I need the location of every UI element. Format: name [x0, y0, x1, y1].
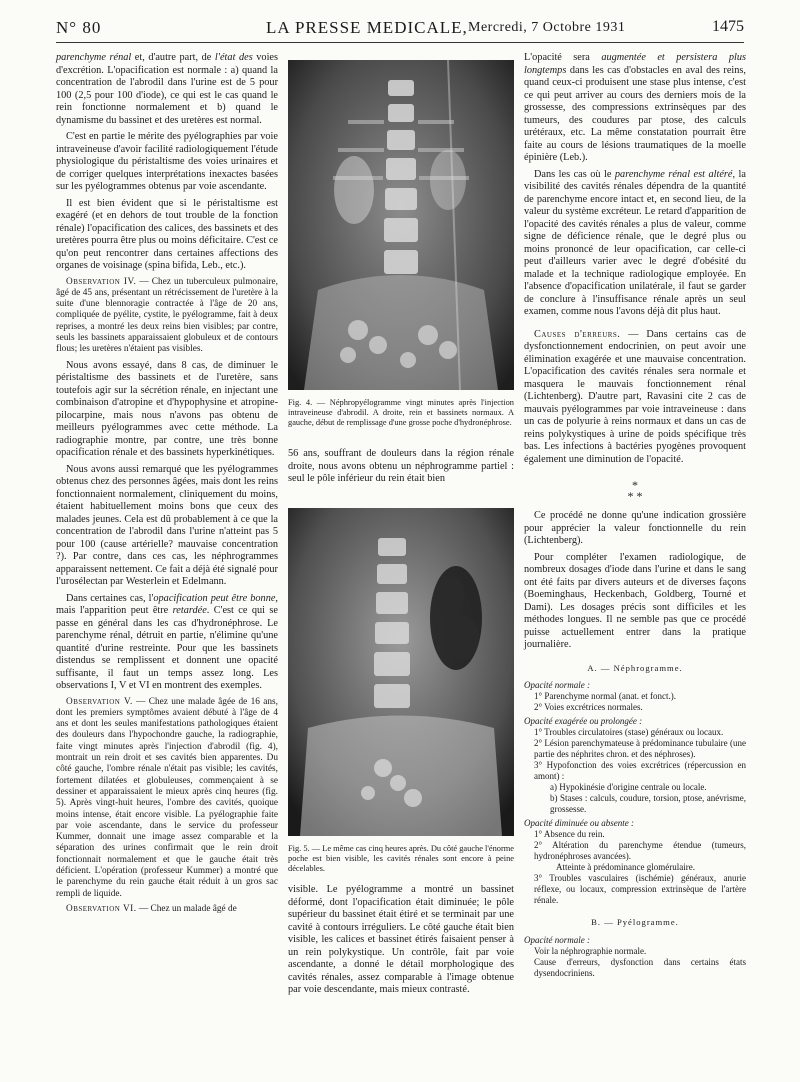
section-a-heading: A. — Néphrogramme. [587, 662, 683, 673]
paragraph: C'est en partie le mérite des pyélographies par voie intraveineuse d'avoir facilité radiologiquement l'étude physiologique du péristaltisme des voies urinaires et de corriger quelques interprétations inexactes basées sur les pyélogrammes obtenus par voie ascendante. [56, 131, 278, 192]
journal-title: LA PRESSE MEDICALE, [266, 18, 468, 37]
paragraph: Nous avons essayé, dans 8 cas, de diminuer le péristaltisme des bassinets et de l'uretère, sans toutefois agir sur la sécrétion rénale, en injectant une combinaison d'atropine et d'hypophysine et atropine-pilocarpine, mais nous n'avons pas obtenu de meilleurs pyélogrammes avec cette méthode. La radiographie montre, par contre, une très bonne opacification rénale et des bassinets hyperkinétiques. [56, 359, 278, 459]
paragraph: Dans certaines cas, l'opacification peut être bonne, mais l'apparition peut être retardée. C'est ce qui se passe en général dans les cas d'hydronéphrose. Le parenchyme rénal, détruit en partie, n'élimine qu'une quantité d'urine restreinte. Pour que les bassinets distendus se remplissent et donnent une opacité suffisante, il faut un temps assez long. Les observations I, V et VI en montrent des exemples. [56, 592, 278, 692]
section-b-heading: B. — Pyélogramme. [591, 917, 679, 927]
list-heading: Opacité diminuée ou absente : [524, 818, 634, 828]
list-item: Atteinte à prédominance glomérulaire. [556, 862, 695, 872]
figure-4-caption: Fig. 4. — Néphropyélogramme vingt minutes après l'injection intraveineuse d'abrodil. A droite, rein et bassinets normaux. A gauche, début de remplissage d'une grosse poche d'hydronéphrose. [288, 398, 514, 427]
paragraph: Nous avons aussi remarqué que les pyélogrammes obtenus chez des personnes âgées, mais dont les reins fonctionnaient normalement, cliniquement du moins, étaient habituellement moins bons que ceux des malades jeunes. Cela est dû probablement à ce que la concentration de l'abrodil dans l'urine n'atteint pas 5 pour 100 (cause artérielle? mauvaise concentration ?). Par contre, dans ces cas, les néphrogrammes apparaissent nettement. Ce fait a déjà été signalé pour l'urosélectan par Westerlein et Edelmann. [56, 463, 278, 588]
left-column [56, 52, 278, 1022]
observation-6: Observation VI. — Chez un malade âgé de [66, 903, 237, 914]
list-item: 1° Absence du rein. [534, 829, 605, 839]
list-item: 2° Voies excrétrices normales. [534, 702, 643, 712]
figure-5-xray [288, 508, 514, 836]
pyelogram-list [524, 935, 746, 979]
issue-date: Mercredi, 7 Octobre 1931 [468, 20, 626, 35]
paragraph: Ce procédé ne donne qu'une indication grossière pour apprécier la valeur fonctionnelle du rein (Lichtenberg). [524, 510, 746, 546]
list-item: 3° Troubles vasculaires (ischémie) généraux, anurie réflexe, ou locaux, compression extrinsèque de l'artère rénale. [534, 873, 746, 905]
observation-5: Observation V. — Chez une malade âgée de 16 ans, dont les premiers symptômes avaient débuté à l'âge de 4 ans et dont les seules manifestations pathologiques étaient des douleurs dans l'hypochondre gauche, la radiographie, faite vingt minutes après l'injection d'abrodil (fig. 4), montrait un rein droit et ses cavités bien apparentes. Du côté gauche, l'ombre rénale n'était pas visible; les cavités, fortement dilatées et globuleuses, commençaient à se dessiner et apparaissaient le mieux après cinq heures (fig. 5). Après vingt-huit heures, l'ombre des cavités, quoique moins intense, était encore visible. La pyélographie faite par voie ascendante, dans le service du professeur Kummer, donnait une image assez comparable et la séparation des urines confirmait que le rein droit fonctionnait normalement et que le gauche était très déficient. L'opération (professeur Kummer) a montré que le parenchyme du rein gauche était réduit à un gros sac rempli de liquide. [56, 696, 278, 899]
middle-text-1: 56 ans, souffrant de douleurs dans la région rénale droite, nous avons obtenu un néphrogramme partiel : seul le pôle inférieur du rein était bien [288, 448, 514, 484]
list-heading: Opacité normale : [524, 680, 590, 690]
figure-4-xray [288, 60, 514, 390]
list-item: a) Hypokinésie d'origine centrale ou locale. [550, 782, 707, 792]
paragraph: parenchyme rénal et, d'autre part, de l'état des voies d'excrétion. L'opacification est normale : a) quand la concentration de l'abrodil dans l'urine est de 5 pour 100 (2,5 pour 100 d'iode), ce qui est le cas quand le rein fonctionne normalement et b) quand le dynamisme du bassinet et des uretères est normal. [56, 52, 279, 126]
list-item: Voir la néphrographie normale. [534, 945, 647, 956]
section-divider: * * * [627, 478, 643, 503]
page-header [56, 14, 744, 43]
paragraph: Il est bien évident que si le péristaltisme est exagéré (et en dehors de tout trouble de la fonction rénale) l'opacification des calices, des bassinets et des uretères pourra être plus ou moins déficitaire. C'est ce qu'on peut rencontrer dans certaines affections des organes de voisinage (spina bifida, Leb., etc.). [56, 197, 278, 271]
nephrogram-list [524, 680, 746, 906]
list-item: 3° Hypofonction des voies excrétrices (répercussion en amont) : [534, 760, 746, 781]
paragraph: Pour compléter l'examen radiologique, de nombreux dosages d'iode dans l'urine et dans le sang ont été faits par divers auteurs et de diverses façons (Boeminghaus, Heckenbach, Goldberg, Tourné et Dami). Les dosages précis sont difficiles et les méthodes longues. Il ne semble pas que ce procédé puisse actuellement entrer dans la pratique journalière. [524, 551, 746, 650]
list-item: 2° Lésion parenchymateuse à prédominance tubulaire (une partie des néphrites chron. et des néphroses). [534, 738, 746, 759]
figure-5-caption: Fig. 5. — Le même cas cinq heures après. Du côté gauche l'énorme poche est bien visible, les cavités rénales sont encore à peine décelables. [288, 844, 514, 873]
right-column [524, 52, 746, 1022]
list-item: b) Stases : calculs, coudure, torsion, ptose, anévrisme, grossesse. [550, 793, 746, 814]
causes-errors: Causes d'erreurs. — Dans certains cas de dysfonctionnement endocrinien, on peut avoir une élimination exagérée et une mauvaise concentration. L'opacification des cavités rénales sera normale et masquera le mauvais fonctionnement rénal (Lichtenberg). D'autre part, Ravasini cite 2 cas de mauvais pyélogrammes par voie intraveineuse : dans un cas de polyurie à reins normaux et dans un cas de reins polykystiques à urine de poids spécifique très bas. Les infections à bactéries pyogènes provoquent également une diminution de l'opacité. [524, 328, 746, 465]
list-item: 2° Altération du parenchyme étendue (tumeurs, hydronéphroses avancées). [534, 840, 746, 861]
issue-number: N° 80 [56, 18, 102, 37]
list-item: 1° Parenchyme normal (anat. et fonct.). [534, 691, 677, 701]
list-heading: Opacité exagérée ou prolongée : [524, 716, 643, 726]
middle-text-2: visible. Le pyélogramme a montré un bassinet déformé, dont l'opacification était diminuée; le pôle supérieur du bassinet était étiré et se terminait par une cavité à contours irréguliers. Le côté gauche était bien visible, les calices et bassinet étirés faisaient penser à un rein polykystique. Un contrôle, fait par voie ascendante, a donné le détail morphologique des cavités rénales, assez comparable à l'image obtenue par voie descendante, mais mieux contrasté. [288, 884, 514, 995]
list-heading: Opacité normale : [524, 934, 590, 945]
list-item: 1° Troubles circulatoires (stase) généraux ou locaux. [534, 727, 724, 737]
paragraph: L'opacité sera augmentée et persistera plus longtemps dans les cas d'obstacles en aval des reins, quand ceux-ci produisent une stase plus intense, c'est ce qui peut arriver au cours des derniers mois de la grossesse, des compressions extrinsèques par des tumeurs, des coudures par ptose, des calculs urétéraux, etc. La même constatation pourrait être faite au cours de lésions traumatiques de la moelle épinière (Leb.). [524, 52, 746, 163]
page-number: 1475 [712, 18, 744, 35]
observation-4: Observation IV. — Chez un tuberculeux pulmonaire, âgé de 45 ans, présentant un rétrécissement de l'uretère à la suite d'une blennoragie contractée à l'âge de 20 ans, compliquée de pyélite, cystite, le pyélogramme, fait à deux reprises, a montré les deux reins bien visibles; par contre, seuls les bassinets apparaissaient globuleux et de contours flous; les uretères n'étaient pas visibles. [56, 276, 278, 355]
list-item: Cause d'erreurs, dysfonction dans certains états dysendocriniens. [534, 956, 746, 978]
paragraph: Dans les cas où le parenchyme rénal est altéré, la visibilité des cavités rénales dépendra de la quantité de parenchyme encore intact et, en second lieu, de la valeur du système excréteur. Le retard d'apparition de l'opacité des cavités rénales a plus de valeur, comme signe de déficience rénale, que le degré plus ou moins prononcé de leur opacification, car celle-ci peut d'ailleurs varier avec le degré d'obésité du malade et la technique radiologique employée. En l'absence d'opacification unilatérale, il faut se garder de conclure à l'insuffisance rénale après un seul examen, comme nous l'avons déjà dit plus haut. [524, 168, 746, 317]
